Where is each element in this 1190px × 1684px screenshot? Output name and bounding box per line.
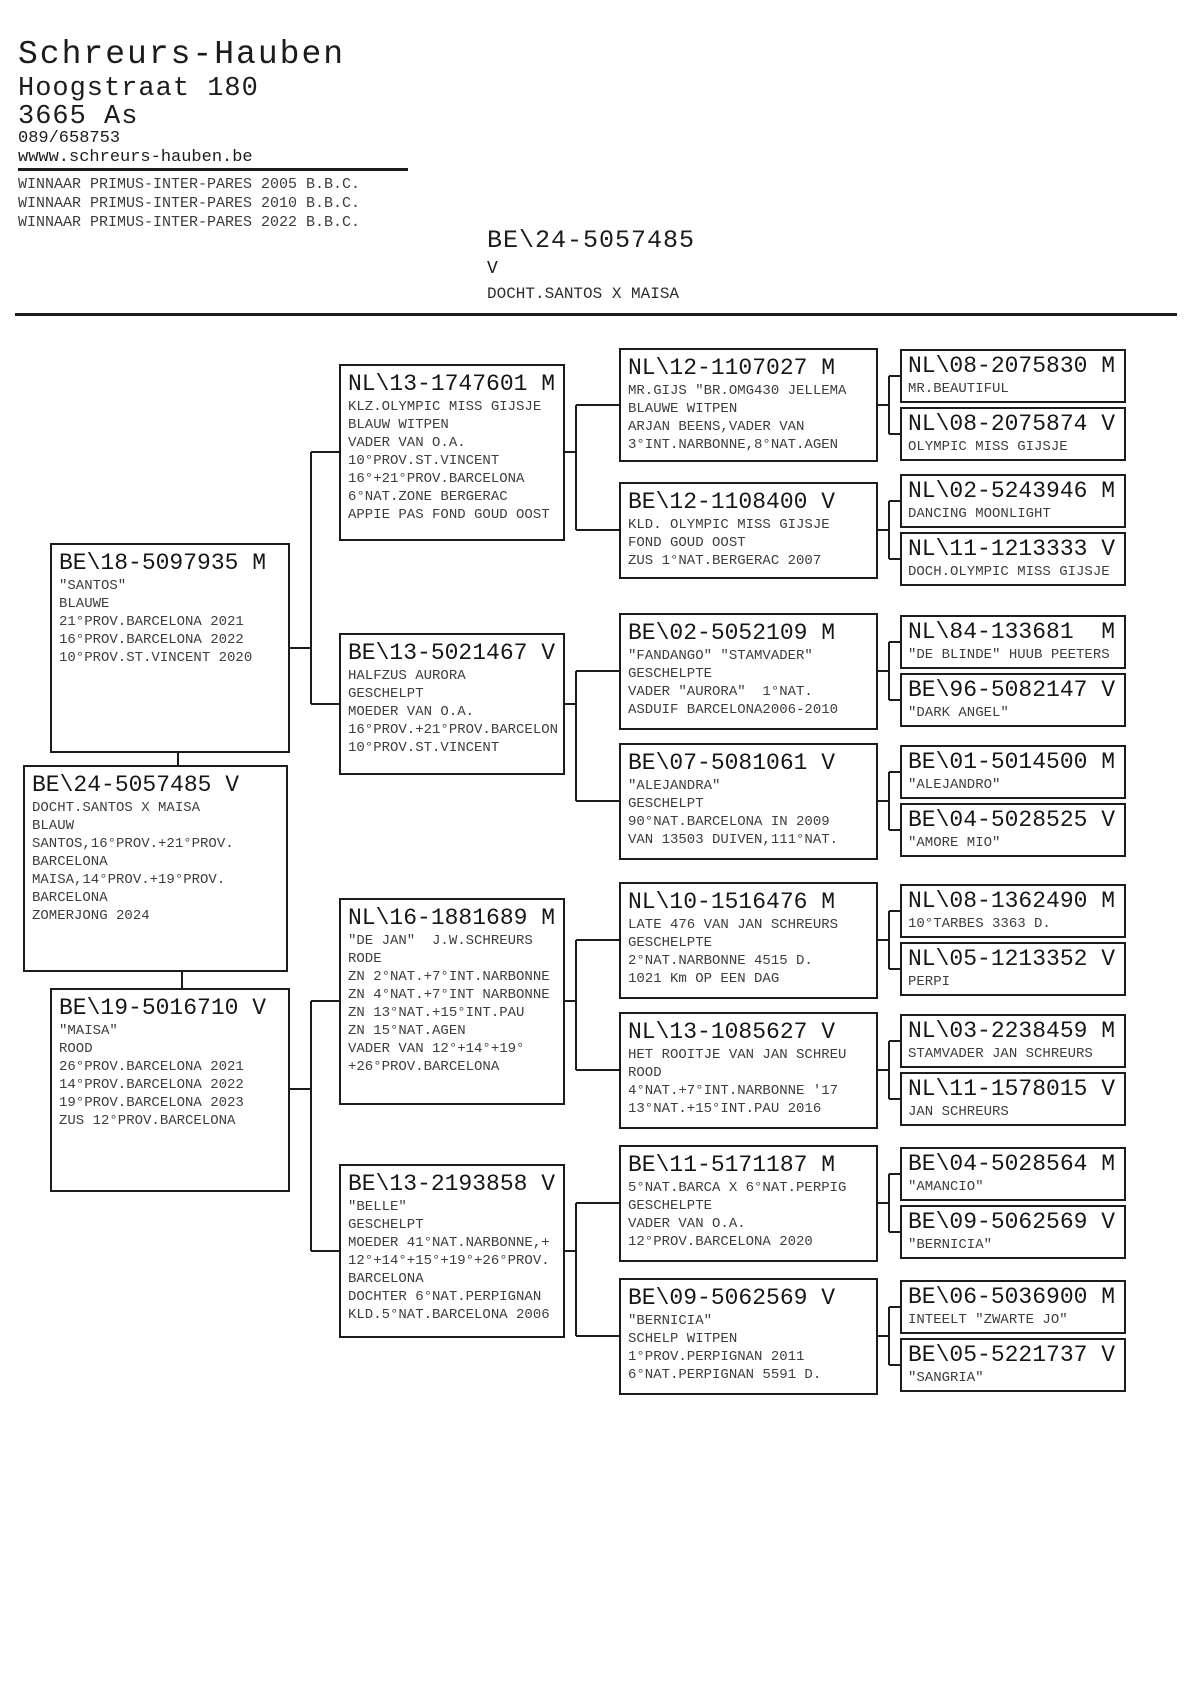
pedigree-line: 16°PROV.BARCELONA 2022 [59,632,244,648]
honor-line-1: WINNAAR PRIMUS-INTER-PARES 2005 B.B.C. [18,176,361,193]
pedigree-line: ZN 2°NAT.+7°INT.NARBONNE [348,969,550,985]
pedigree-line: 14°PROV.BARCELONA 2022 [59,1077,244,1093]
pedigree-box-ggp-3 [619,613,878,730]
pedigree-line: "SANTOS" [59,578,127,594]
pedigree-line: KLZ.OLYMPIC MISS GIJSJE [348,399,542,415]
pedigree-line: ZN 4°NAT.+7°INT NARBONNE [348,987,550,1003]
pedigree-line: 4°NAT.+7°INT.NARBONNE '17 [628,1083,839,1099]
ring-number: BE\09-5062569 V [628,1285,836,1311]
pedigree-line: 10°PROV.ST.VINCENT 2020 [59,650,253,666]
pedigree-box-gggp-5 [900,615,1126,669]
ring-number: NL\13-1747601 M [348,371,556,397]
honor-line-2: WINNAAR PRIMUS-INTER-PARES 2010 B.B.C. [18,195,361,212]
pedigree-lines [628,1312,869,1384]
pedigree-box-father [50,543,290,753]
pedigree-line: DOCHTER 6°NAT.PERPIGNAN [348,1289,542,1305]
pedigree-line: HET ROOITJE VAN JAN SCHREU [628,1047,847,1063]
pedigree-line: FOND GOUD OOST [628,535,746,551]
ring-number: BE\96-5082147 V [908,677,1116,703]
pedigree-line: GESCHELPT [628,796,704,812]
pigeon-name: OLYMPIC MISS GIJSJE [908,439,1068,455]
pedigree-lines [348,1198,556,1324]
pedigree-line: BLAUWE WITPEN [628,401,738,417]
pedigree-line: ARJAN BEENS,VADER VAN [628,419,805,435]
ring-number: BE\13-5021467 V [348,640,556,666]
pedigree-line: 26°PROV.BARCELONA 2021 [59,1059,244,1075]
pedigree-line: 90°NAT.BARCELONA IN 2009 [628,814,830,830]
pedigree-lines [628,777,869,849]
loft-phone: 089/658753 [18,129,121,148]
pedigree-box-gggp-15 [900,1280,1126,1334]
pigeon-name: "AMANCIO" [908,1179,984,1195]
pedigree-box-ggp-7 [619,1145,878,1262]
pedigree-line: GESCHELPT [348,1217,424,1233]
pedigree-line: ZN 13°NAT.+15°INT.PAU [348,1005,525,1021]
pedigree-line: 1°PROV.PERPIGNAN 2011 [628,1349,805,1365]
pedigree-box-gggp-3 [900,474,1126,528]
ring-number: NL\08-2075830 M [908,353,1116,379]
pedigree-lines [59,1022,281,1130]
pedigree-box-ggp-8 [619,1278,878,1395]
pedigree-box-ggp-1 [619,348,878,462]
pedigree-box-gggp-9 [900,884,1126,938]
pedigree-box-gggp-7 [900,745,1126,799]
ring-number: NL\08-2075874 V [908,411,1116,437]
pedigree-box-mother [50,988,290,1192]
pedigree-box-ggp-5 [619,882,878,999]
pedigree-box-gggp-11 [900,1014,1126,1068]
pedigree-line: 5°NAT.BARCA X 6°NAT.PERPIG [628,1180,847,1196]
pedigree-line: BLAUW [32,818,75,834]
pedigree-box-ggp-2 [619,482,878,579]
pedigree-line: GESCHELPTE [628,666,713,682]
pedigree-line: VADER "AURORA" 1°NAT. [628,684,813,700]
pigeon-name: 10°TARBES 3363 D. [908,916,1051,932]
pedigree-box-gggp-13 [900,1147,1126,1201]
pedigree-lines [628,647,869,719]
loft-name: Schreurs-Hauben [18,36,346,73]
ring-number: NL\12-1107027 M [628,355,836,381]
pedigree-line: "BERNICIA" [628,1313,713,1329]
pedigree-box-gggp-16 [900,1338,1126,1392]
pedigree-lines [628,1179,869,1251]
pedigree-line: MR.GIJS "BR.OMG430 JELLEMA [628,383,847,399]
pedigree-box-ggp-6 [619,1012,878,1129]
pedigree-lines [32,799,279,925]
pedigree-line: 19°PROV.BARCELONA 2023 [59,1095,244,1111]
ring-number: NL\08-1362490 M [908,888,1116,914]
pedigree-lines [348,667,559,757]
pedigree-line: GESCHELPTE [628,1198,713,1214]
pedigree-line: VADER VAN 12°+14°+19° [348,1041,525,1057]
pedigree-line: MOEDER VAN O.A. [348,704,475,720]
ring-number: NL\02-5243946 M [908,478,1116,504]
loft-address-city: 3665 As [18,102,139,132]
pedigree-line: 16°PROV.+21°PROV.BARCELON [348,722,559,738]
subject-parentage: DOCHT.SANTOS X MAISA [487,285,680,303]
pedigree-line: KLD.5°NAT.BARCELONA 2006 [348,1307,550,1323]
ring-number: BE\06-5036900 M [908,1284,1116,1310]
pedigree-line: 6°NAT.PERPIGNAN 5591 D. [628,1367,822,1383]
pedigree-line: LATE 476 VAN JAN SCHREURS [628,917,839,933]
pedigree-line: ZUS 1°NAT.BERGERAC 2007 [628,553,822,569]
pigeon-name: PERPI [908,974,951,990]
pedigree-line: ZUS 12°PROV.BARCELONA [59,1113,236,1129]
pedigree-box-grandfather-paternal [339,364,565,541]
pedigree-box-subject [23,765,288,972]
pedigree-line: 6°NAT.ZONE BERGERAC [348,489,508,505]
ring-number: BE\07-5081061 V [628,750,836,776]
pedigree-box-grandmother-maternal [339,1164,565,1338]
ring-number: BE\11-5171187 M [628,1152,836,1178]
ring-number: NL\11-1213333 V [908,536,1116,562]
pedigree-line: GESCHELPT [348,686,424,702]
pedigree-line: VAN 13503 DUIVEN,111°NAT. [628,832,839,848]
pedigree-line: BARCELONA [348,1271,424,1287]
pigeon-name: "ALEJANDRO" [908,777,1001,793]
pedigree-line: MAISA,14°PROV.+19°PROV. [32,872,226,888]
ring-number: NL\03-2238459 M [908,1018,1116,1044]
pedigree-line: "MAISA" [59,1023,118,1039]
pedigree-line: ASDUIF BARCELONA2006-2010 [628,702,839,718]
pedigree-line: HALFZUS AURORA [348,668,466,684]
ring-number: BE\12-1108400 V [628,489,836,515]
pigeon-name: INTEELT "ZWARTE JO" [908,1312,1068,1328]
ring-number: BE\18-5097935 M [59,550,267,576]
pedigree-line: 12°PROV.BARCELONA 2020 [628,1234,813,1250]
pedigree-line: 10°PROV.ST.VINCENT [348,453,500,469]
ring-number: BE\04-5028525 V [908,807,1116,833]
pedigree-line: "FANDANGO" "STAMVADER" [628,648,813,664]
pigeon-name: DOCH.OLYMPIC MISS GIJSJE [908,564,1110,580]
honor-line-3: WINNAAR PRIMUS-INTER-PARES 2022 B.B.C. [18,214,361,231]
pedigree-line: ROOD [628,1065,662,1081]
pedigree-box-gggp-10 [900,942,1126,996]
pigeon-name: "BERNICIA" [908,1237,993,1253]
subject-ring-number: BE\24-5057485 [487,226,696,255]
pedigree-box-grandmother-paternal [339,633,565,775]
pedigree-line: RODE [348,951,382,967]
pedigree-line: VADER VAN O.A. [348,435,466,451]
pigeon-name: STAMVADER JAN SCHREURS [908,1046,1093,1062]
pedigree-line: 2°NAT.NARBONNE 4515 D. [628,953,813,969]
pedigree-box-gggp-14 [900,1205,1126,1259]
ring-number: BE\19-5016710 V [59,995,267,1021]
pedigree-lines [628,916,869,988]
loft-address-street: Hoogstraat 180 [18,74,259,104]
pedigree-line: 12°+14°+15°+19°+26°PROV. [348,1253,550,1269]
pedigree-line: SANTOS,16°PROV.+21°PROV. [32,836,234,852]
pedigree-line: GESCHELPTE [628,935,713,951]
pedigree-line: 21°PROV.BARCELONA 2021 [59,614,244,630]
pedigree-box-gggp-4 [900,532,1126,586]
pedigree-line: 3°INT.NARBONNE,8°NAT.AGEN [628,437,839,453]
pedigree-box-gggp-6 [900,673,1126,727]
pedigree-box-gggp-8 [900,803,1126,857]
pedigree-box-ggp-4 [619,743,878,860]
pigeon-name: "DARK ANGEL" [908,705,1009,721]
pigeon-name: "AMORE MIO" [908,835,1001,851]
pedigree-line: 13°NAT.+15°INT.PAU 2016 [628,1101,822,1117]
pedigree-box-gggp-2 [900,407,1126,461]
pedigree-line: VADER VAN O.A. [628,1216,746,1232]
pedigree-lines [628,382,869,454]
pedigree-line: APPIE PAS FOND GOUD OOST [348,507,550,523]
pedigree-line: "DE JAN" J.W.SCHREURS [348,933,533,949]
pedigree-line: BLAUWE [59,596,110,612]
pedigree-line: DOCHT.SANTOS X MAISA [32,800,201,816]
loft-website: wwww.schreurs-hauben.be [18,148,253,167]
header-underline [18,168,408,171]
ring-number: NL\11-1578015 V [908,1076,1116,1102]
pedigree-top-rule [15,313,1177,316]
pedigree-box-gggp-12 [900,1072,1126,1126]
pigeon-name: "SANGRIA" [908,1370,984,1386]
pedigree-line: BARCELONA [32,890,108,906]
ring-number: NL\84-133681 M [908,619,1116,645]
pedigree-line: BARCELONA [32,854,108,870]
pedigree-box-grandfather-maternal [339,898,565,1105]
pedigree-line: MOEDER 41°NAT.NARBONNE,+ [348,1235,550,1251]
ring-number: NL\13-1085627 V [628,1019,836,1045]
ring-number: BE\02-5052109 M [628,620,836,646]
ring-number: NL\10-1516476 M [628,889,836,915]
pedigree-lines [59,577,281,667]
ring-number: NL\05-1213352 V [908,946,1116,972]
ring-number: BE\04-5028564 M [908,1151,1116,1177]
ring-number: BE\05-5221737 V [908,1342,1116,1368]
pedigree-lines [348,398,556,524]
pigeon-name: DANCING MOONLIGHT [908,506,1051,522]
pedigree-line: 10°PROV.ST.VINCENT [348,740,500,756]
pedigree-line: ZOMERJONG 2024 [32,908,150,924]
pedigree-line: 1021 Km OP EEN DAG [628,971,780,987]
pedigree-lines [628,1046,869,1118]
ring-number: BE\09-5062569 V [908,1209,1116,1235]
ring-number: BE\13-2193858 V [348,1171,556,1197]
pigeon-name: MR.BEAUTIFUL [908,381,1009,397]
pedigree-line: ZN 15°NAT.AGEN [348,1023,466,1039]
pedigree-line: "ALEJANDRA" [628,778,721,794]
ring-number: BE\24-5057485 V [32,772,240,798]
pedigree-line: 16°+21°PROV.BARCELONA [348,471,525,487]
subject-sex: V [487,259,498,279]
pedigree-lines [628,516,869,570]
pedigree-line: KLD. OLYMPIC MISS GIJSJE [628,517,830,533]
ring-number: NL\16-1881689 M [348,905,556,931]
pedigree-line: ROOD [59,1041,93,1057]
ring-number: BE\01-5014500 M [908,749,1116,775]
pedigree-line: SCHELP WITPEN [628,1331,738,1347]
pedigree-lines [348,932,556,1076]
pigeon-name: JAN SCHREURS [908,1104,1009,1120]
pedigree-line: +26°PROV.BARCELONA [348,1059,500,1075]
pedigree-line: BLAUW WITPEN [348,417,449,433]
pigeon-name: "DE BLINDE" HUUB PEETERS [908,647,1110,663]
pedigree-box-gggp-1 [900,349,1126,403]
pedigree-line: "BELLE" [348,1199,407,1215]
